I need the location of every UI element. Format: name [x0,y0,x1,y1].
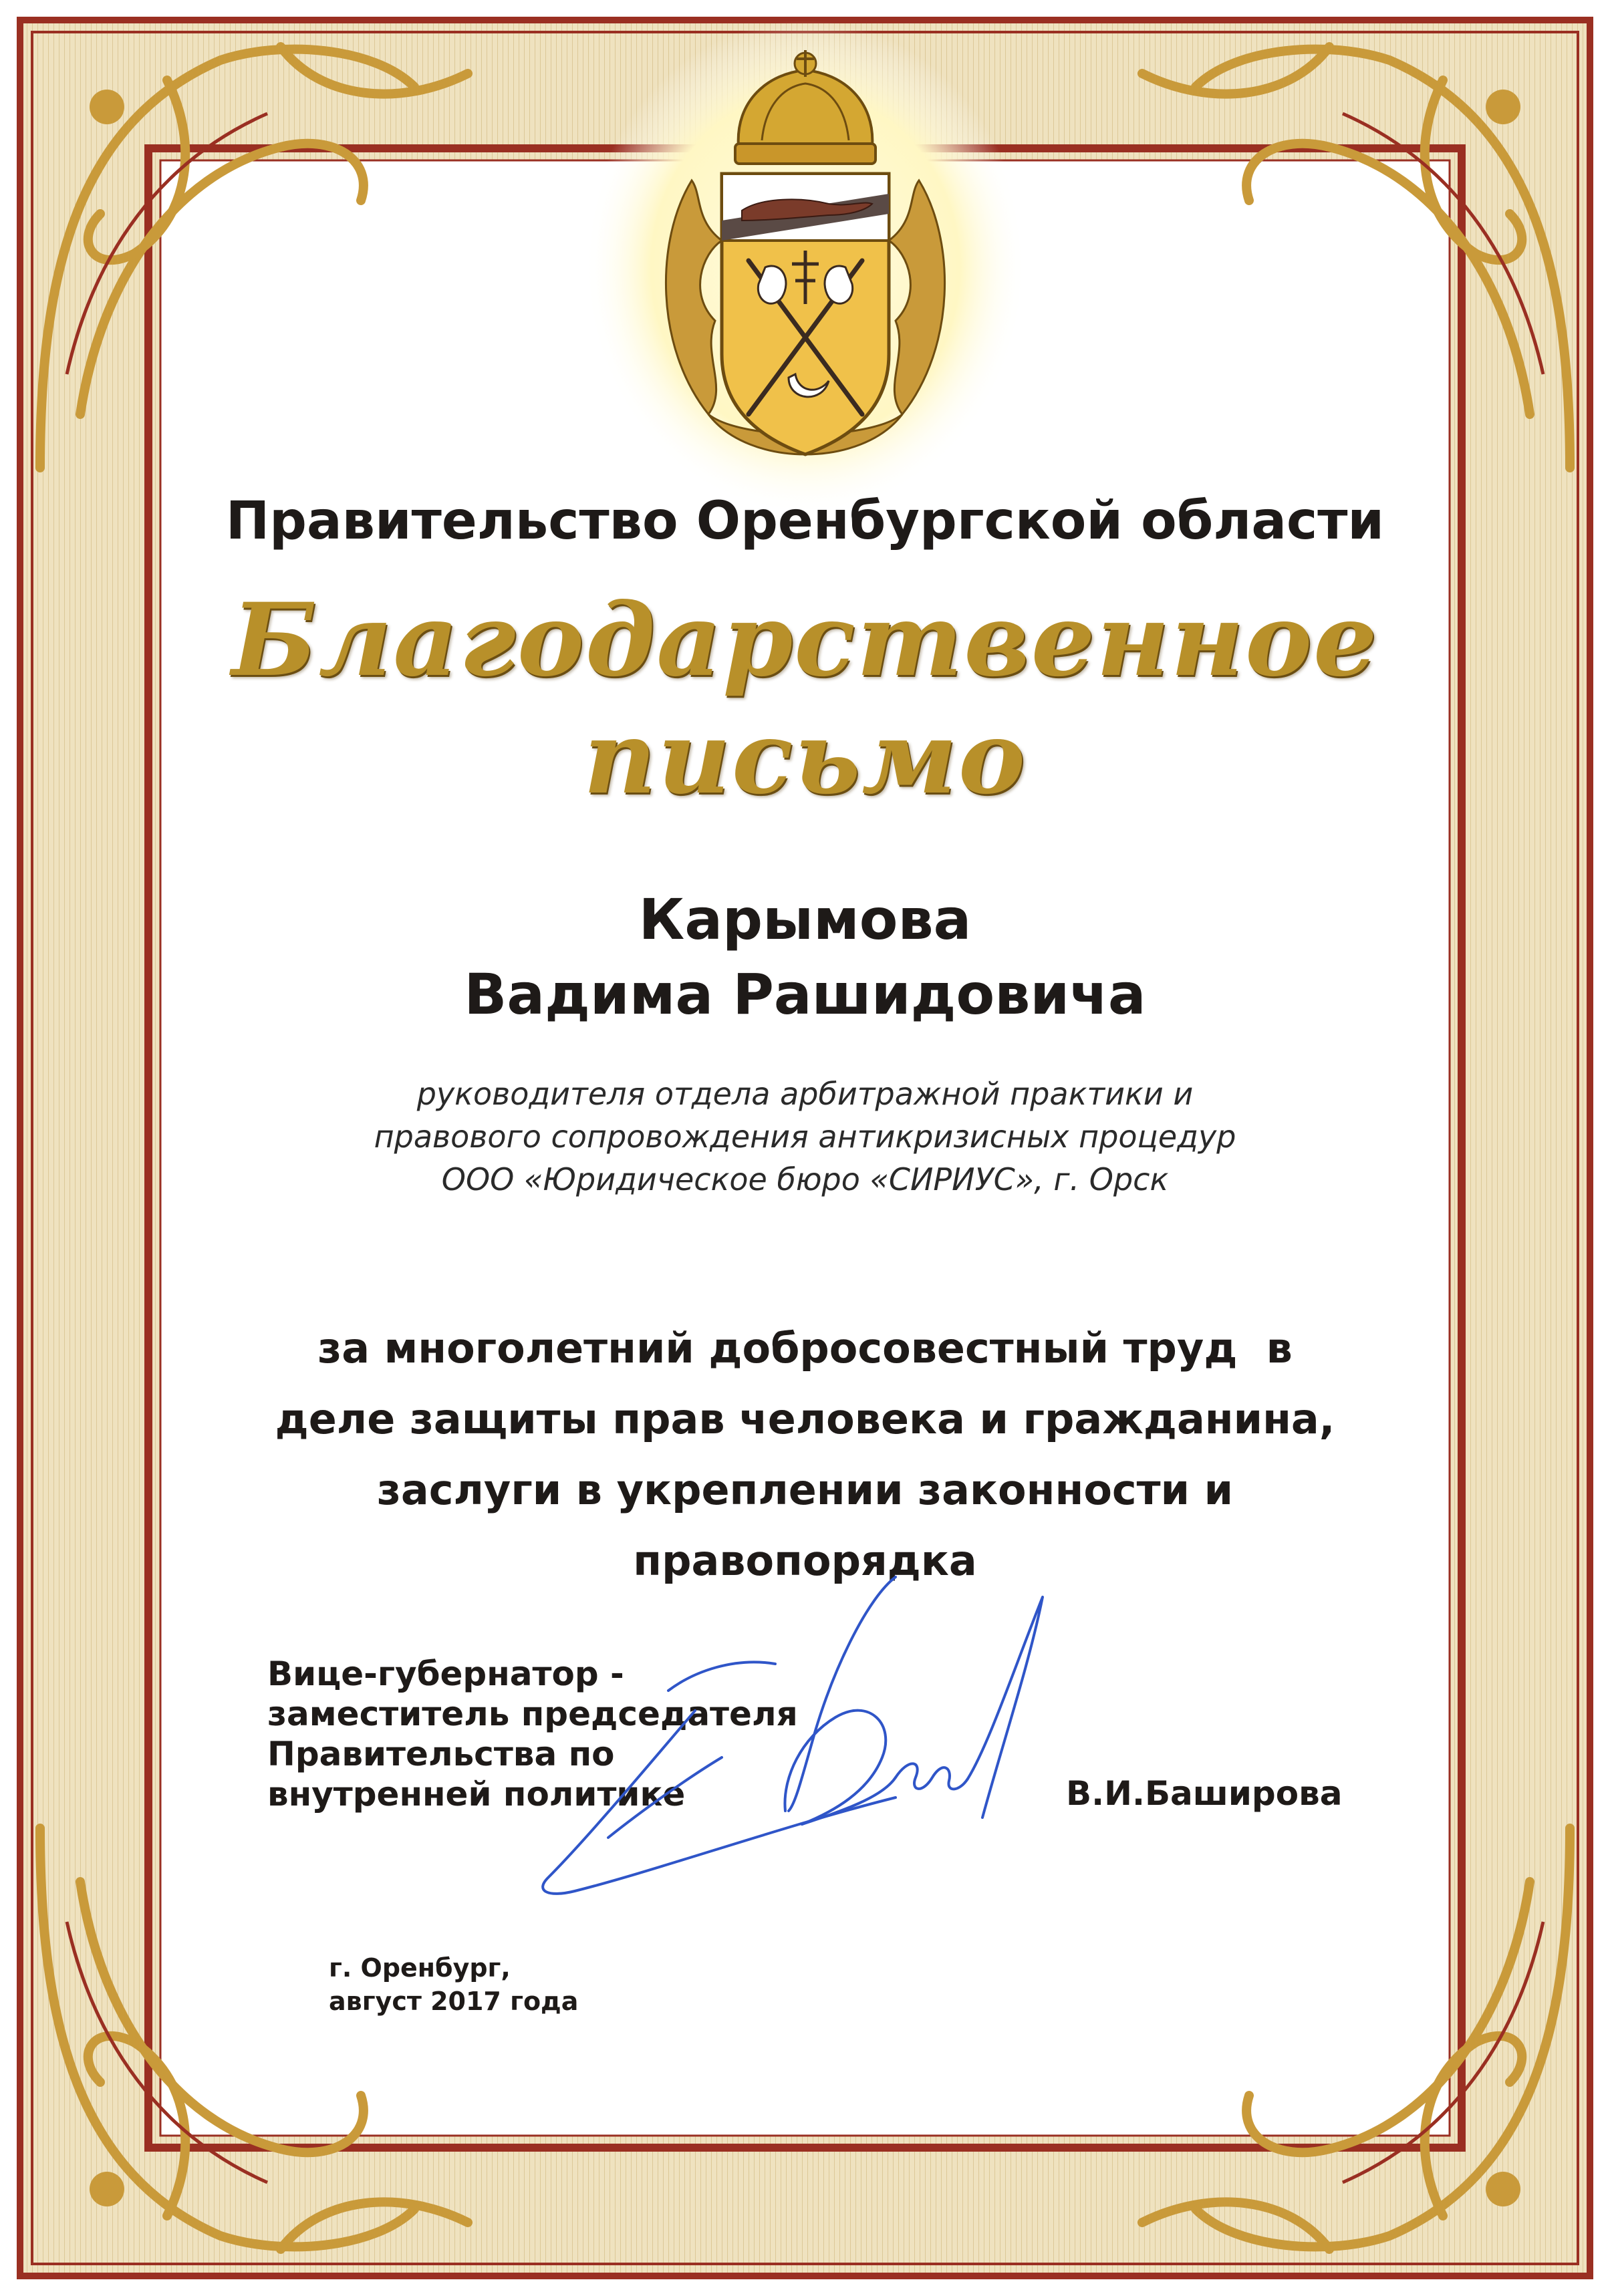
recipient-surname: Карымова [638,887,972,952]
recipient-name-patronymic: Вадима Рашидовича [464,962,1146,1027]
place: г. Оренбург, [329,1953,511,1983]
signer-name: В.И.Баширова [1066,1774,1343,1813]
place-and-date [329,1951,578,2018]
signer-title-line-1: Вице-губернатор - [267,1655,624,1693]
reason-line-1: за многолетний добросовестный труд в [317,1324,1293,1373]
coat-of-arms-emblem [628,40,982,494]
reason-line-2: деле защиты прав человека и гражданина, [275,1395,1335,1443]
signer-title-line-2: заместитель председателя [267,1695,798,1733]
position-line-1: руководителя отдела арбитражной практики и [416,1076,1194,1112]
reason-line-3: заслуги в укреплении законности и [376,1465,1234,1514]
handwritten-signature [521,1557,1109,1985]
date: август 2017 года [329,1987,579,2016]
document-title: Благодарственное письмо [231,581,1379,817]
recipient-name [0,882,1610,1032]
position-line-3: ООО «Юридическое бюро «СИРИУС», г. Орск [441,1161,1169,1197]
signer-title-line-3: Правительства по [267,1735,615,1773]
signer-title-line-4: внутренней политике [267,1775,686,1814]
government-name: Правительство Оренбургской области [225,491,1385,551]
position-line-2: правового сопровождения антикризисных процедур [374,1119,1236,1155]
recipient-position [0,1072,1610,1201]
award-reason [0,1313,1610,1596]
reason-line-4: правопорядка [633,1536,977,1585]
crown-icon [735,50,876,164]
